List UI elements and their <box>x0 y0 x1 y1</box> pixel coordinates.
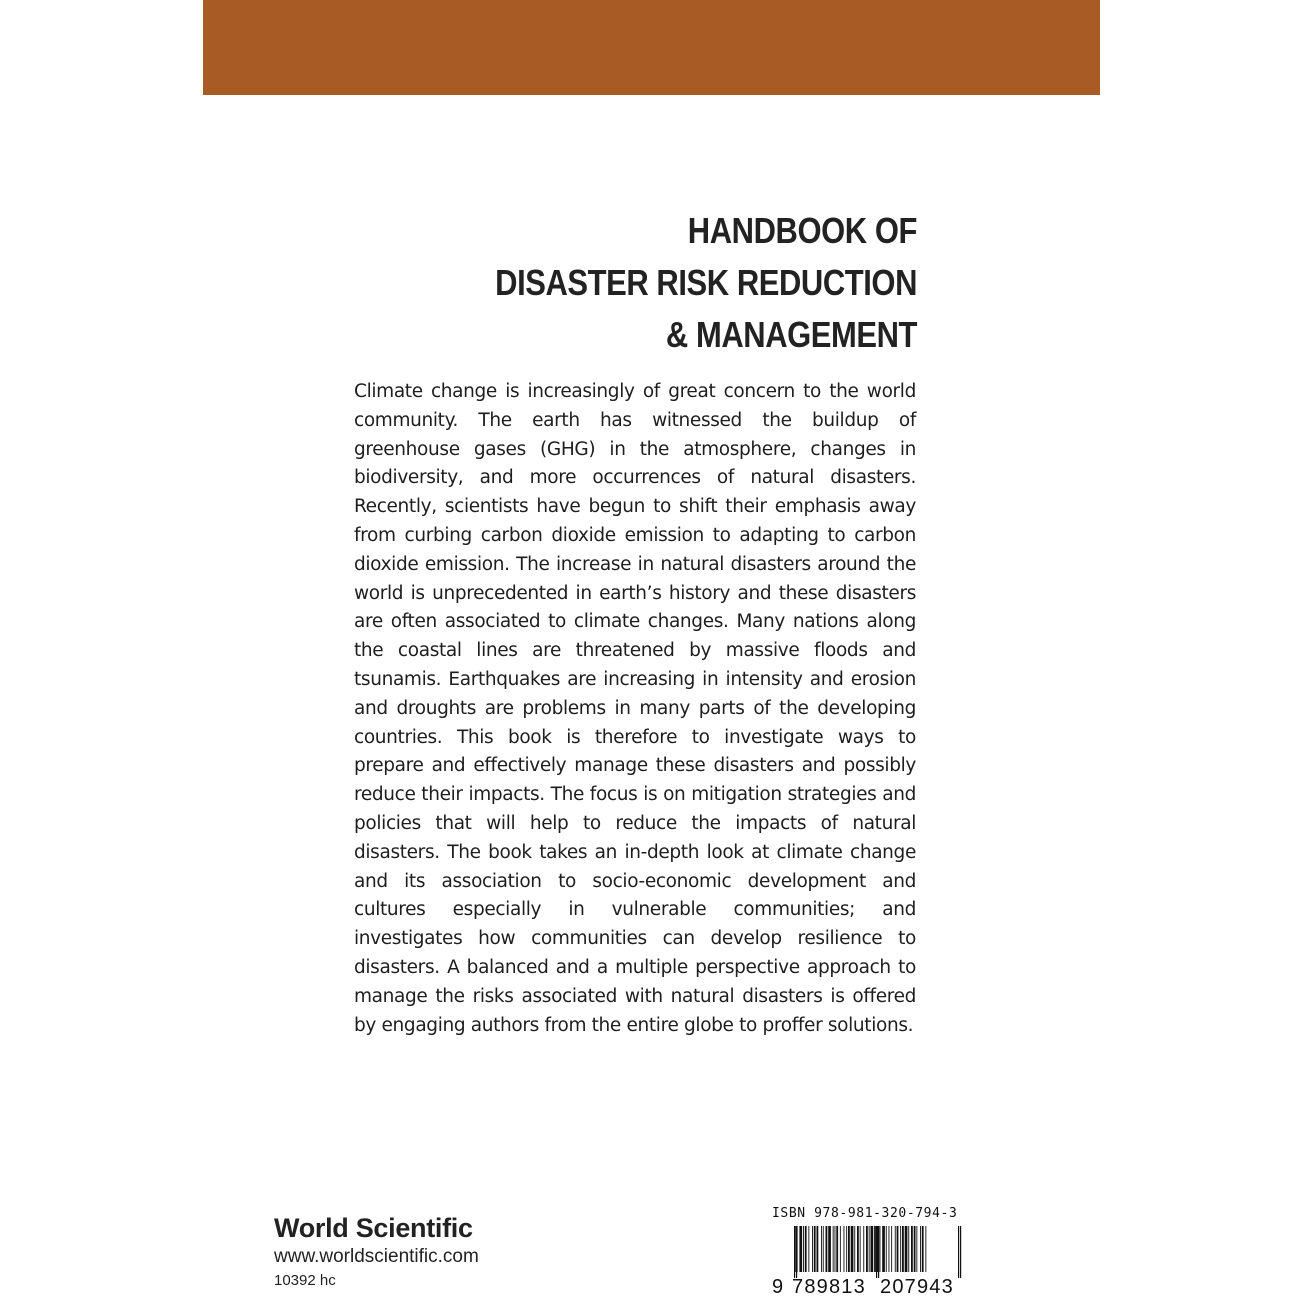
barcode-bar <box>840 1226 841 1272</box>
barcode-bar <box>902 1226 904 1272</box>
barcode-bar <box>817 1226 819 1272</box>
barcode-bar <box>914 1226 916 1272</box>
barcode-group-1: 789813 <box>792 1276 866 1298</box>
barcode-bar <box>880 1226 881 1272</box>
barcode-lead-digit: 9 <box>772 1276 784 1298</box>
book-title <box>303 205 917 361</box>
publisher-code: 10392 hc <box>274 1272 336 1289</box>
barcode-bar <box>920 1226 921 1272</box>
barcode-guard-bar <box>958 1226 959 1278</box>
publisher-url: www.worldscientific.com <box>274 1246 479 1267</box>
barcode-bar <box>808 1226 809 1272</box>
barcode-bar <box>922 1226 924 1272</box>
barcode-bar <box>833 1226 834 1272</box>
barcode-image <box>772 1226 972 1278</box>
barcode-bar <box>835 1226 836 1272</box>
barcode-bar <box>889 1226 890 1272</box>
barcode-bar <box>897 1226 899 1272</box>
back-cover <box>203 0 1100 1304</box>
isbn-label: ISBN 978-981-320-794-3 <box>772 1206 958 1221</box>
barcode-bar <box>826 1226 828 1272</box>
barcode-bar <box>886 1226 887 1272</box>
barcode-bar <box>863 1226 864 1272</box>
barcode-bar <box>823 1226 824 1272</box>
barcode-guard-bar <box>794 1226 795 1278</box>
barcode-bar <box>848 1226 850 1272</box>
barcode-bar <box>869 1226 870 1272</box>
top-color-band <box>203 0 1100 95</box>
barcode-bar <box>812 1226 813 1272</box>
barcode-bar <box>911 1226 913 1272</box>
title-line-3: & MANAGEMENT <box>665 314 917 355</box>
description-text: Climate change is increasingly of great concern to the world community. The earth has witnessed the buildup of greenhouse gases (GHG) in the atmosphere, changes in biodiversity, and more occurrences of natural disasters. Recently, scientists have begun to shift their emphasis away from curbing carbon dioxide emission to adapting to carbon dioxide emission. The increase in natural disasters around the world is unprecedented in earth’s history and these disasters are often associated to climate changes. Many nations along the coastal lines are threatened by massive floods and tsunamis. Earthquakes are increasing in intensity and erosion and droughts are problems in many parts of the developing countries. This book is therefore to investigate ways to prepare and effectively manage these disasters and possibly reduce their impacts. The focus is on mitigation strategies and policies that will help to reduce the impacts of natural disasters. The book takes an in-depth look at climate change and its association to socio-economic development and cultures especially in vulnerable communities; and investigates how communities can develop resilience to disasters. A balanced and a multiple perspective approach to manage the risks associated with natural disasters is offered by engaging authors from the entire globe to proffer solutions. <box>354 381 916 1036</box>
isbn-barcode-block <box>772 1206 972 1298</box>
barcode-bar <box>851 1226 854 1272</box>
barcode-bar <box>882 1226 885 1272</box>
barcode-bar <box>866 1226 868 1272</box>
barcode-bar <box>803 1226 804 1272</box>
barcode-group-2: 207943 <box>880 1276 954 1298</box>
barcode-guard-bar <box>876 1226 877 1278</box>
barcode-bar <box>828 1226 831 1272</box>
barcode-bar <box>846 1226 847 1272</box>
barcode-bar <box>916 1226 917 1272</box>
publisher-name: World Scientific <box>274 1213 473 1243</box>
barcode-bar <box>874 1226 876 1272</box>
title-line-2: DISASTER RISK REDUCTION <box>495 262 917 303</box>
title-line-1: HANDBOOK OF <box>687 210 917 251</box>
barcode-bar <box>854 1226 855 1272</box>
barcode-guard-bar <box>878 1226 879 1278</box>
barcode-bar <box>821 1226 822 1272</box>
barcode-bar <box>895 1226 896 1272</box>
barcode-guard-bar <box>960 1226 961 1278</box>
barcode-bar <box>891 1226 892 1272</box>
barcode-bar <box>857 1226 859 1272</box>
barcode-guard-bar <box>796 1226 797 1278</box>
barcode-bar <box>860 1226 861 1272</box>
book-description <box>354 378 916 1040</box>
barcode-bar <box>871 1226 874 1272</box>
barcode-bar <box>799 1226 802 1272</box>
barcode-bar <box>844 1226 845 1272</box>
publisher-block <box>274 1211 479 1293</box>
barcode-bar <box>805 1226 807 1272</box>
barcode-bar <box>836 1226 838 1272</box>
barcode-bar <box>814 1226 816 1272</box>
barcode-bar <box>925 1226 926 1272</box>
barcode-bar <box>908 1226 909 1272</box>
barcode-bar <box>905 1226 908 1272</box>
barcode-bar <box>900 1226 901 1272</box>
